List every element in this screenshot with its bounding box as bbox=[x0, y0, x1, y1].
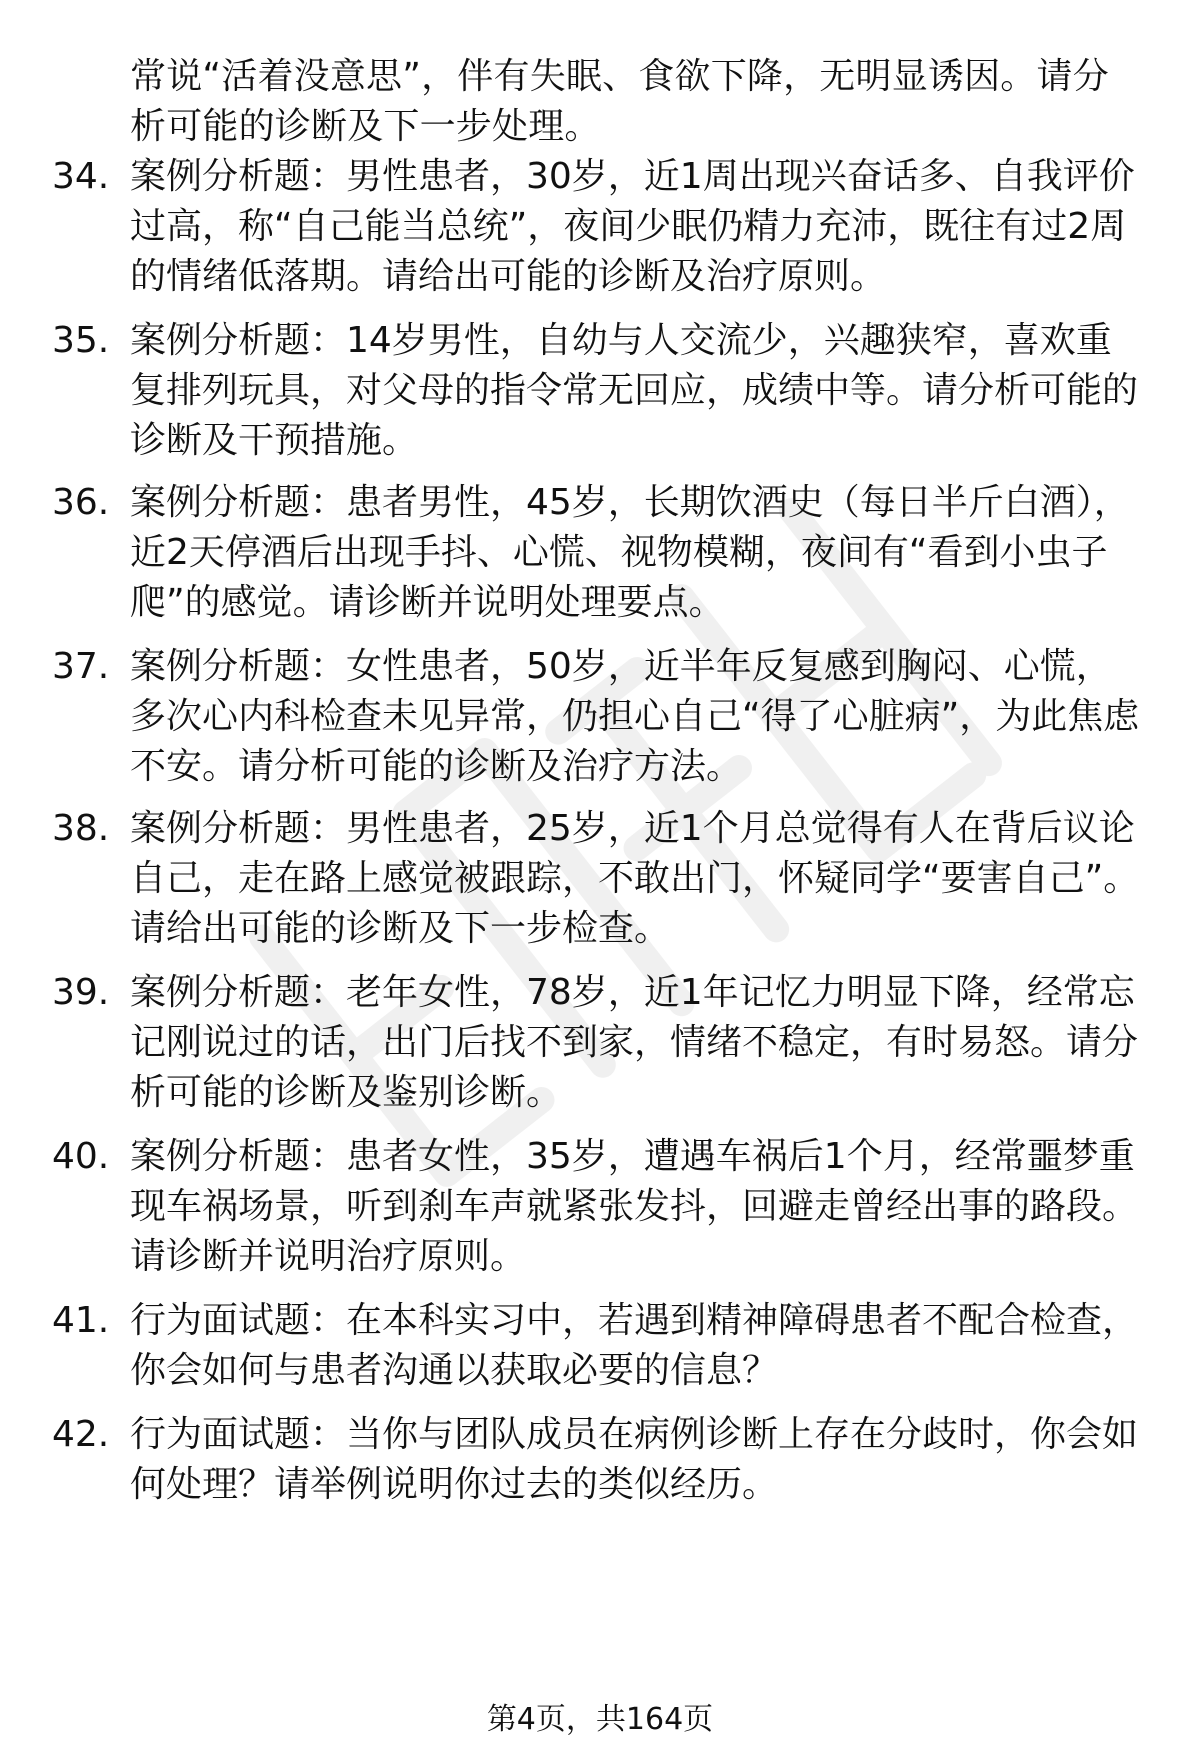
question-number: 42. bbox=[52, 1414, 110, 1455]
question-number: 40. bbox=[52, 1136, 110, 1177]
question-number: 39. bbox=[52, 972, 110, 1013]
question-text: 行为面试题：当你与团队成员在病例诊断上存在分歧时，你会如何处理？请举例说明你过去的类似经历。 bbox=[130, 1414, 1139, 1505]
question-text: 案例分析题：男性患者，25岁，近1个月总觉得有人在背后议论自己，走在路上感觉被跟踪，不敢出门，怀疑同学“要害自己”。请给出可能的诊断及下一步检查。 bbox=[130, 808, 1140, 949]
question-text: 行为面试题：在本科实习中，若遇到精神障碍患者不配合检查，你会如何与患者沟通以获取必要的信息？ bbox=[130, 1300, 1139, 1391]
question-number: 37. bbox=[52, 646, 110, 687]
question-number: 38. bbox=[52, 808, 110, 849]
question-text: 案例分析题：患者女性，35岁，遭遇车祸后1个月，经常噩梦重现车祸场景，听到刹车声就紧张发抖，回避走曾经出事的路段。请诊断并说明治疗原则。 bbox=[130, 1136, 1139, 1277]
page-number-footer: 第4页，共164页 bbox=[486, 1702, 714, 1737]
question-text: 案例分析题：14岁男性，自幼与人交流少，兴趣狭窄，喜欢重复排列玩具，对父母的指令常无回应，成绩中等。请分析可能的诊断及干预措施。 bbox=[130, 320, 1139, 461]
intro-paragraph: 常说“活着没意思”，伴有失眠、食欲下降，无明显诱因。请分析可能的诊断及下一步处理。 bbox=[130, 56, 1109, 147]
question-number: 41. bbox=[52, 1300, 110, 1341]
question-text: 案例分析题：患者男性，45岁，长期饮酒史（每日半斤白酒），近2天停酒后出现手抖、心慌、视物模糊，夜间有“看到小虫子爬”的感觉。请诊断并说明处理要点。 bbox=[130, 482, 1130, 623]
question-text: 案例分析题：老年女性，78岁，近1年记忆力明显下降，经常忘记刚说过的话，出门后找不到家，情绪不稳定，有时易怒。请分析可能的诊断及鉴别诊断。 bbox=[130, 972, 1139, 1113]
question-text: 案例分析题：男性患者，30岁，近1周出现兴奋话多、自我评价过高，称“自己能当总统”，夜间少眠仍精力充沛，既往有过2周的情绪低落期。请给出可能的诊断及治疗原则。 bbox=[130, 156, 1135, 297]
question-number: 35. bbox=[52, 320, 110, 361]
question-number: 34. bbox=[52, 156, 110, 197]
question-number: 36. bbox=[52, 482, 110, 523]
question-text: 案例分析题：女性患者，50岁，近半年反复感到胸闷、心慌，多次心内科检查未见异常，仍担心自己“得了心脏病”，为此焦虑不安。请分析可能的诊断及治疗方法。 bbox=[130, 646, 1140, 787]
